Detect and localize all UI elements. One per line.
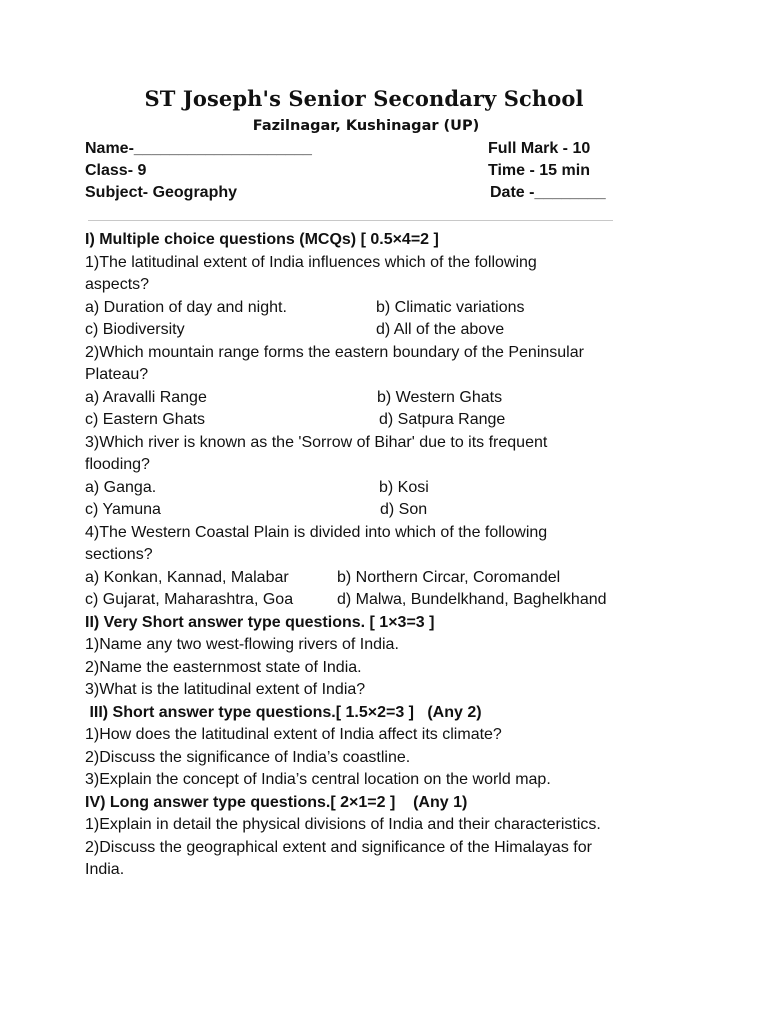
option-b: b) Western Ghats	[377, 388, 503, 406]
option-d: d) Malwa, Bundelkhand, Baghelkhand	[337, 591, 607, 608]
option-d: d) All of the above	[376, 321, 505, 338]
question-mcq-3-line1: 3)Which river is known as the 'Sorrow of Bihar' due to its frequent	[85, 433, 548, 451]
option-a: a) Konkan, Kannad, Malabar	[85, 568, 289, 586]
question-mcq-2-line1: 2)Which mountain range forms the eastern boundary of the Peninsular	[85, 343, 584, 361]
options-row	[85, 499, 625, 522]
option-b: b) Climatic variations	[376, 298, 525, 316]
meta-row-subject	[85, 184, 615, 206]
subject-label: Subject- Geography	[85, 184, 238, 201]
question-long-2-line2: India.	[85, 861, 125, 878]
question-long-1: 1)Explain in detail the physical divisions of India and their characteristics.	[85, 816, 601, 833]
question-mcq-4-line2: sections?	[85, 546, 153, 563]
question-short-1: 1)How does the latitudinal extent of India affect its climate?	[85, 726, 502, 743]
option-b: b) Kosi	[379, 478, 429, 496]
question-short-2: 2)Discuss the significance of India’s coastline.	[85, 748, 411, 766]
question-mcq-4-line1: 4)The Western Coastal Plain is divided into which of the following	[85, 523, 548, 541]
question-mcq-3-line2: flooding?	[85, 456, 150, 473]
question-mcq-1-line1: 1)The latitudinal extent of India influences which of the following	[85, 253, 537, 271]
section-heading-short: III) Short answer type questions.[ 1.5×2=3 ] (Any 2)	[85, 703, 482, 721]
header-divider	[88, 220, 613, 221]
option-a: a) Ganga.	[85, 478, 157, 496]
section-heading-mcq: I) Multiple choice questions (MCQs) [ 0.5×4=2 ]	[85, 231, 439, 248]
question-body	[85, 229, 625, 882]
student-name-field: Name-____________________	[85, 140, 312, 157]
option-a: a) Aravalli Range	[85, 388, 207, 406]
option-c: c) Biodiversity	[85, 321, 185, 338]
question-very-short-2: 2)Name the easternmost state of India.	[85, 658, 362, 676]
section-heading-very-short: II) Very Short answer type questions. [ 1×3=3 ]	[85, 613, 435, 631]
option-c: c) Eastern Ghats	[85, 411, 206, 428]
question-very-short-1: 1)Name any two west-flowing rivers of India.	[85, 636, 399, 653]
section-heading-long: IV) Long answer type questions.[ 2×1=2 ] (Any 1)	[85, 793, 468, 811]
option-b: b) Northern Circar, Coromandel	[337, 568, 561, 586]
question-mcq-1-line2: aspects?	[85, 276, 150, 293]
option-c: c) Gujarat, Maharashtra, Goa	[85, 591, 294, 608]
option-a: a) Duration of day and night.	[85, 298, 287, 316]
question-mcq-2-line2: Plateau?	[85, 366, 149, 383]
full-mark: Full Mark - 10	[488, 140, 591, 157]
time-limit: Time - 15 min	[488, 162, 590, 179]
question-very-short-3: 3)What is the latitudinal extent of India?	[85, 681, 366, 698]
options-row	[85, 409, 625, 432]
option-d: d) Satpura Range	[379, 411, 506, 428]
school-address: Fazilnagar, Kushinagar (UP)	[252, 118, 480, 134]
option-d: d) Son	[380, 501, 428, 518]
options-row	[85, 567, 625, 590]
options-row	[85, 589, 625, 612]
options-row	[85, 297, 625, 320]
options-row	[85, 387, 625, 410]
meta-row-name	[85, 140, 615, 162]
question-short-3: 3)Explain the concept of India’s central location on the world map.	[85, 771, 551, 788]
question-long-2-line1: 2)Discuss the geographical extent and significance of the Himalayas for	[85, 838, 592, 856]
date-field: Date -________	[490, 184, 606, 201]
options-row	[85, 477, 625, 500]
class-label: Class- 9	[85, 162, 147, 179]
school-name: ST Joseph's Senior Secondary School	[144, 86, 584, 111]
options-row	[85, 319, 625, 342]
option-c: c) Yamuna	[85, 501, 161, 518]
meta-row-class	[85, 162, 615, 184]
